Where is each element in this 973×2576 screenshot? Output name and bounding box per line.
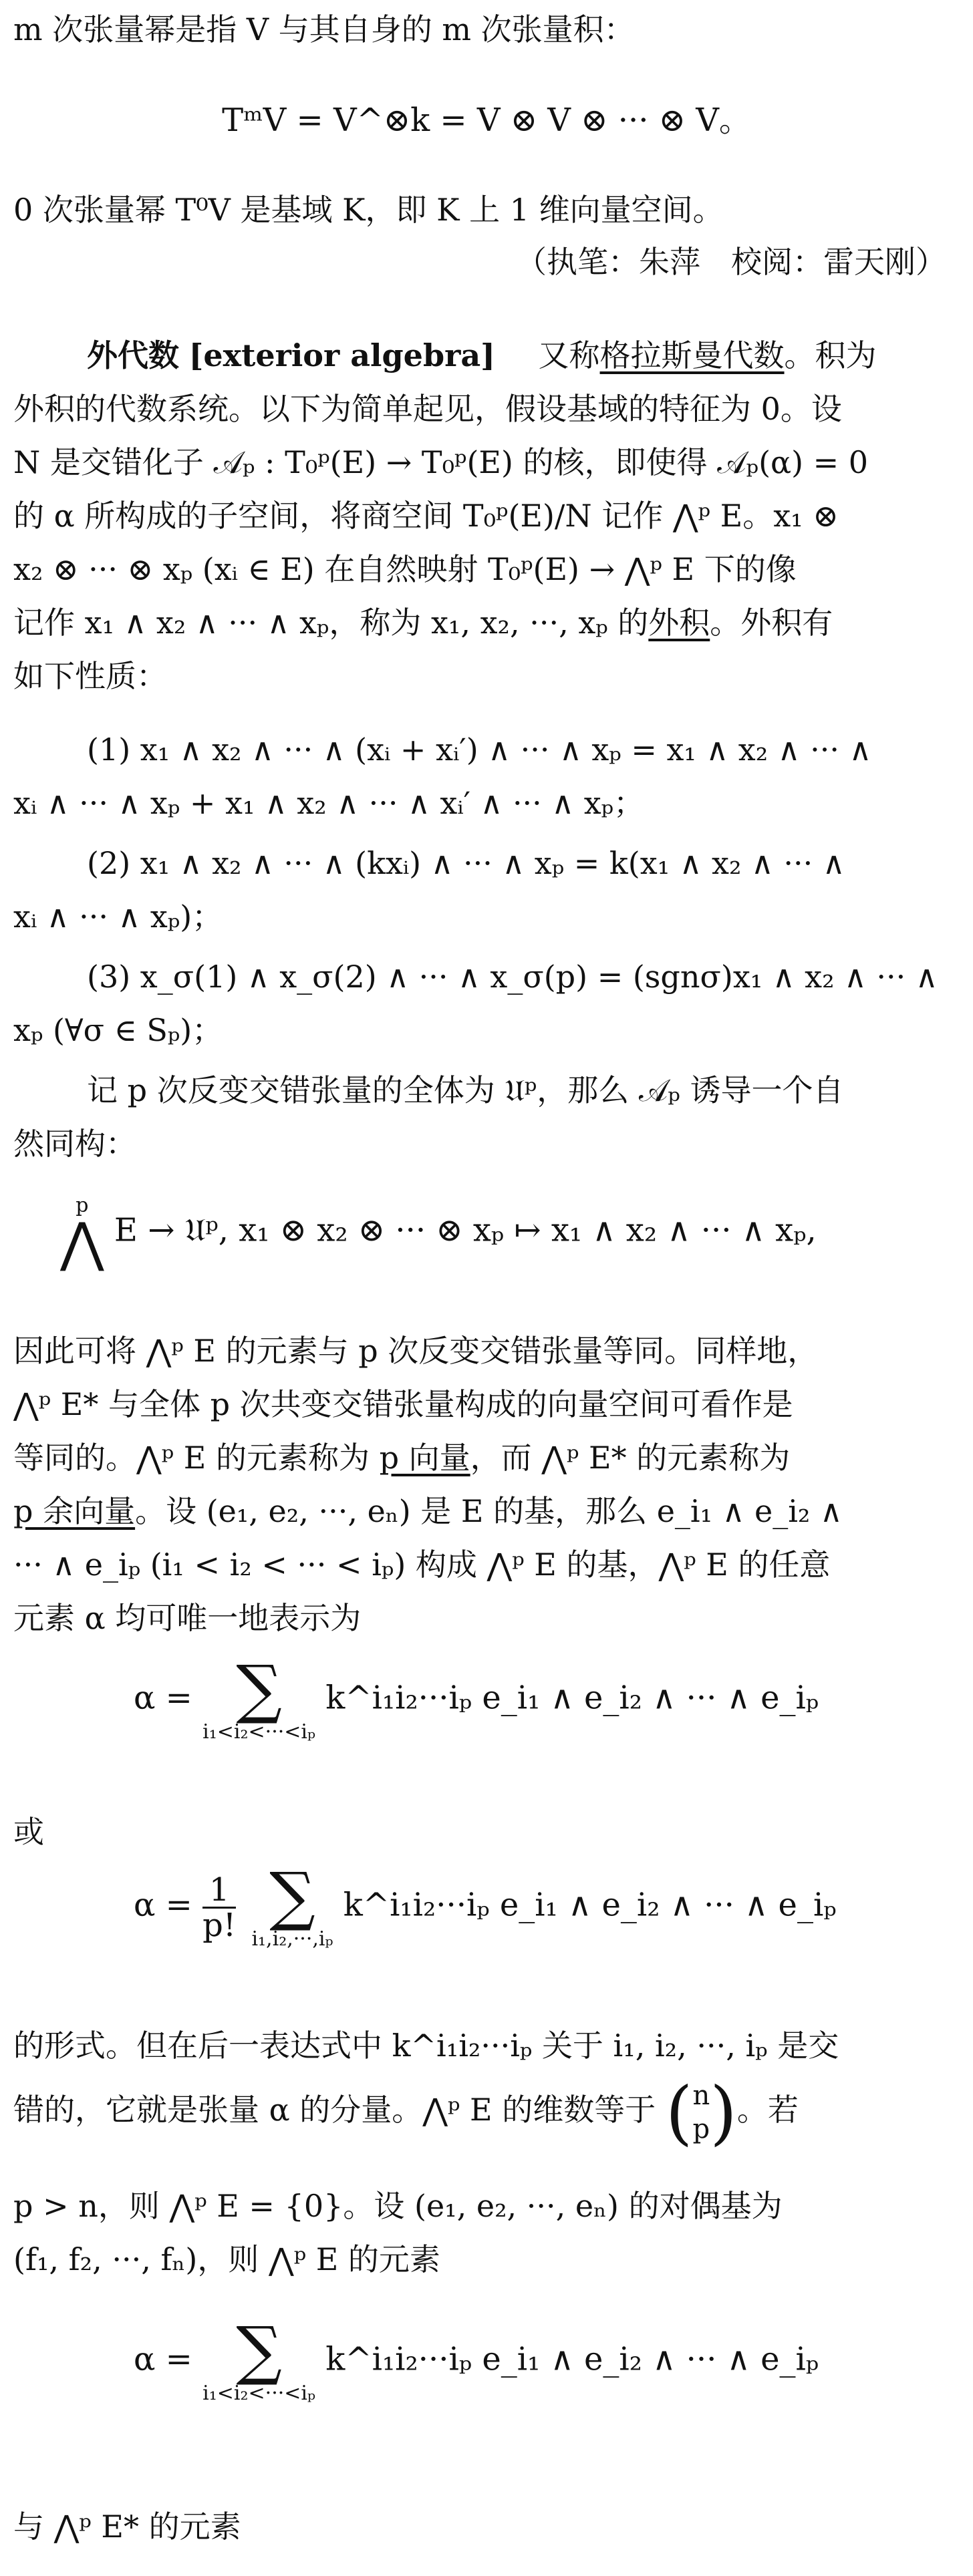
sum-symbol: ∑ <box>269 1859 315 1933</box>
text-line: 元素 α 均可唯一地表示为 <box>13 1600 362 1636</box>
sum-symbol: ∑ <box>236 1651 282 1726</box>
equation-sum-ordered <box>134 1651 819 1744</box>
text-line <box>13 2072 960 2172</box>
left-paren: ( <box>665 2072 693 2153</box>
text-line: 0 次张量幂 T⁰V 是基域 K，即 K 上 1 维向量空间。 <box>13 192 724 228</box>
wedge-symbol: ⋀ <box>60 1211 104 1273</box>
property-2-line: (2) x₁ ∧ x₂ ∧ ··· ∧ (kxᵢ) ∧ ··· ∧ xₚ = k(x₁ ∧ x₂ ∧ ··· ∧ <box>87 845 845 881</box>
fraction-numerator: 1 <box>202 1873 236 1909</box>
text-fragment: 记作 x₁ ∧ x₂ ∧ ··· ∧ xₚ，称为 x₁, x₂, ···, xₚ 的 <box>13 605 649 641</box>
equation-lhs: α = <box>134 1679 192 1717</box>
sum-subscript: i₁<i₂<···<iₚ <box>202 1720 316 1744</box>
equation-lhs: α = <box>134 1886 192 1924</box>
property-1-line: (1) x₁ ∧ x₂ ∧ ··· ∧ (xᵢ + xᵢ′) ∧ ··· ∧ xₚ = x₁ ∧ x₂ ∧ ··· ∧ <box>87 732 872 768</box>
equation-sum-ordered <box>134 2313 819 2405</box>
cross-reference-link[interactable]: 外积 <box>648 605 710 641</box>
text-line: p > n，则 ⋀ᵖ E = {0}。设 (e₁, e₂, ···, eₙ) 的对偶基为 <box>13 2188 783 2224</box>
equation-tensor-power: TᵐV = V^⊗k = V ⊗ V ⊗ ··· ⊗ V。 <box>222 102 751 139</box>
text-line <box>13 1491 960 1533</box>
text-fragment: 。外积有 <box>710 605 833 641</box>
text-line: 的 α 所构成的子空间，将商空间 T₀ᵖ(E)/N 记作 ⋀ᵖ E。x₁ ⊗ <box>13 498 839 534</box>
text-line: 外积的代数系统。以下为简单起见，假设基域的特征为 0。设 <box>13 391 842 427</box>
equation-isomorphism <box>60 1194 817 1273</box>
text-line: 因此可将 ⋀ᵖ E 的元素与 p 次反变交错张量等同。同样地， <box>13 1333 819 1369</box>
text-line: x₂ ⊗ ··· ⊗ xₚ (xᵢ ∈ E) 在自然映射 T₀ᵖ(E) → ⋀ᵖ E 下的像 <box>13 551 797 587</box>
summation-operator <box>251 1859 333 1951</box>
cross-reference-link[interactable]: 格拉斯曼代数 <box>599 337 785 373</box>
binomial-top: n <box>692 2080 710 2111</box>
text-line: N 是交错化子 𝒜ₚ : T₀ᵖ(E) → T₀ᵖ(E) 的核，即使得 𝒜ₚ(α) = 0 <box>13 444 869 480</box>
right-paren: ) <box>710 2072 737 2153</box>
sum-subscript: i₁<i₂<···<iₚ <box>202 2382 316 2405</box>
entry-english-term: [exterior algebra] <box>188 337 495 373</box>
text-line <box>13 1438 960 1479</box>
text-line: m 次张量幂是指 V 与其自身的 m 次张量积： <box>13 11 635 47</box>
wedge-superscript: p <box>76 1194 89 1217</box>
entry-term: 外代数 <box>87 337 179 373</box>
text-line: 与 ⋀ᵖ E* 的元素 <box>13 2509 241 2545</box>
text-line: 或 <box>13 1814 44 1850</box>
binomial-bottom: p <box>692 2114 710 2144</box>
text-fragment: 又称 <box>538 337 600 373</box>
text-fragment: 等同的。⋀ᵖ E 的元素称为 <box>13 1440 380 1476</box>
text-line: 的形式。但在后一表达式中 k^i₁i₂···iₚ 关于 i₁, i₂, ···, iₚ 是交 <box>13 2028 839 2064</box>
property-1-line: xᵢ ∧ ··· ∧ xₚ + x₁ ∧ x₂ ∧ ··· ∧ xᵢ′ ∧ ··· ∧ xₚ； <box>13 785 645 821</box>
fraction <box>202 1873 236 1942</box>
equation-rhs: k^i₁i₂···iₚ e_i₁ ∧ e_i₂ ∧ ··· ∧ e_iₚ <box>343 1886 837 1924</box>
text-line: (f₁, f₂, ···, fₙ)，则 ⋀ᵖ E 的元素 <box>13 2241 440 2277</box>
fraction-denominator: p! <box>202 1906 237 1944</box>
text-fragment: 。若 <box>736 2092 799 2128</box>
text-line: ··· ∧ e_iₚ (i₁ < i₂ < ··· < iₚ) 构成 ⋀ᵖ E 的基，⋀ᵖ E 的任意 <box>13 1547 831 1583</box>
text-fragment: 。设 (e₁, e₂, ···, eₙ) 是 E 的基，那么 e_i₁ ∧ e_i₂ ∧ <box>135 1493 843 1529</box>
summation-operator <box>202 2313 316 2405</box>
text-line <box>13 603 960 644</box>
text-line: 然同构： <box>13 1126 136 1162</box>
author-credit: （执笔：朱萍 校阅：雷天刚） <box>516 244 946 280</box>
binomial-coefficient <box>665 2072 737 2153</box>
entry-heading-line <box>13 335 960 377</box>
cross-reference-link[interactable]: p 余向量 <box>13 1493 136 1529</box>
equation-lhs: α = <box>134 2340 192 2378</box>
sum-subscript: i₁,i₂,···,iₚ <box>251 1927 333 1951</box>
text-fragment: 。积为 <box>784 337 877 373</box>
text-line: ⋀ᵖ E* 与全体 p 次共变交错张量构成的向量空间可看作是 <box>13 1386 793 1422</box>
equation-rhs: k^i₁i₂···iₚ e_i₁ ∧ e_i₂ ∧ ··· ∧ e_iₚ <box>325 2340 819 2378</box>
property-2-line: xᵢ ∧ ··· ∧ xₚ)； <box>13 899 223 935</box>
text-line: 如下性质： <box>13 658 167 694</box>
cross-reference-link[interactable]: p 向量 <box>379 1440 470 1476</box>
equation-rhs: k^i₁i₂···iₚ e_i₁ ∧ e_i₂ ∧ ··· ∧ e_iₚ <box>325 1679 819 1717</box>
sum-symbol: ∑ <box>236 2313 282 2388</box>
equation-sum-factorial <box>134 1859 837 1951</box>
summation-operator <box>202 1651 316 1744</box>
equation-body: E → 𝔘ᵖ, x₁ ⊗ x₂ ⊗ ··· ⊗ xₚ ↦ x₁ ∧ x₂ ∧ ··· ∧ xₚ, <box>114 1211 817 1249</box>
big-wedge-operator <box>60 1194 104 1273</box>
text-fragment: 错的，它就是张量 α 的分量。⋀ᵖ E 的维数等于 <box>13 2092 656 2128</box>
text-line: 记 p 次反变交错张量的全体为 𝔘ᵖ，那么 𝒜ₚ 诱导一个自 <box>87 1072 844 1108</box>
property-3-line: (3) x_σ(1) ∧ x_σ(2) ∧ ··· ∧ x_σ(p) = (sgnσ)x₁ ∧ x₂ ∧ ··· ∧ <box>87 959 938 995</box>
text-fragment: ，而 ⋀ᵖ E* 的元素称为 <box>470 1440 791 1476</box>
property-3-line: xₚ (∀σ ∈ Sₚ)； <box>13 1012 223 1048</box>
